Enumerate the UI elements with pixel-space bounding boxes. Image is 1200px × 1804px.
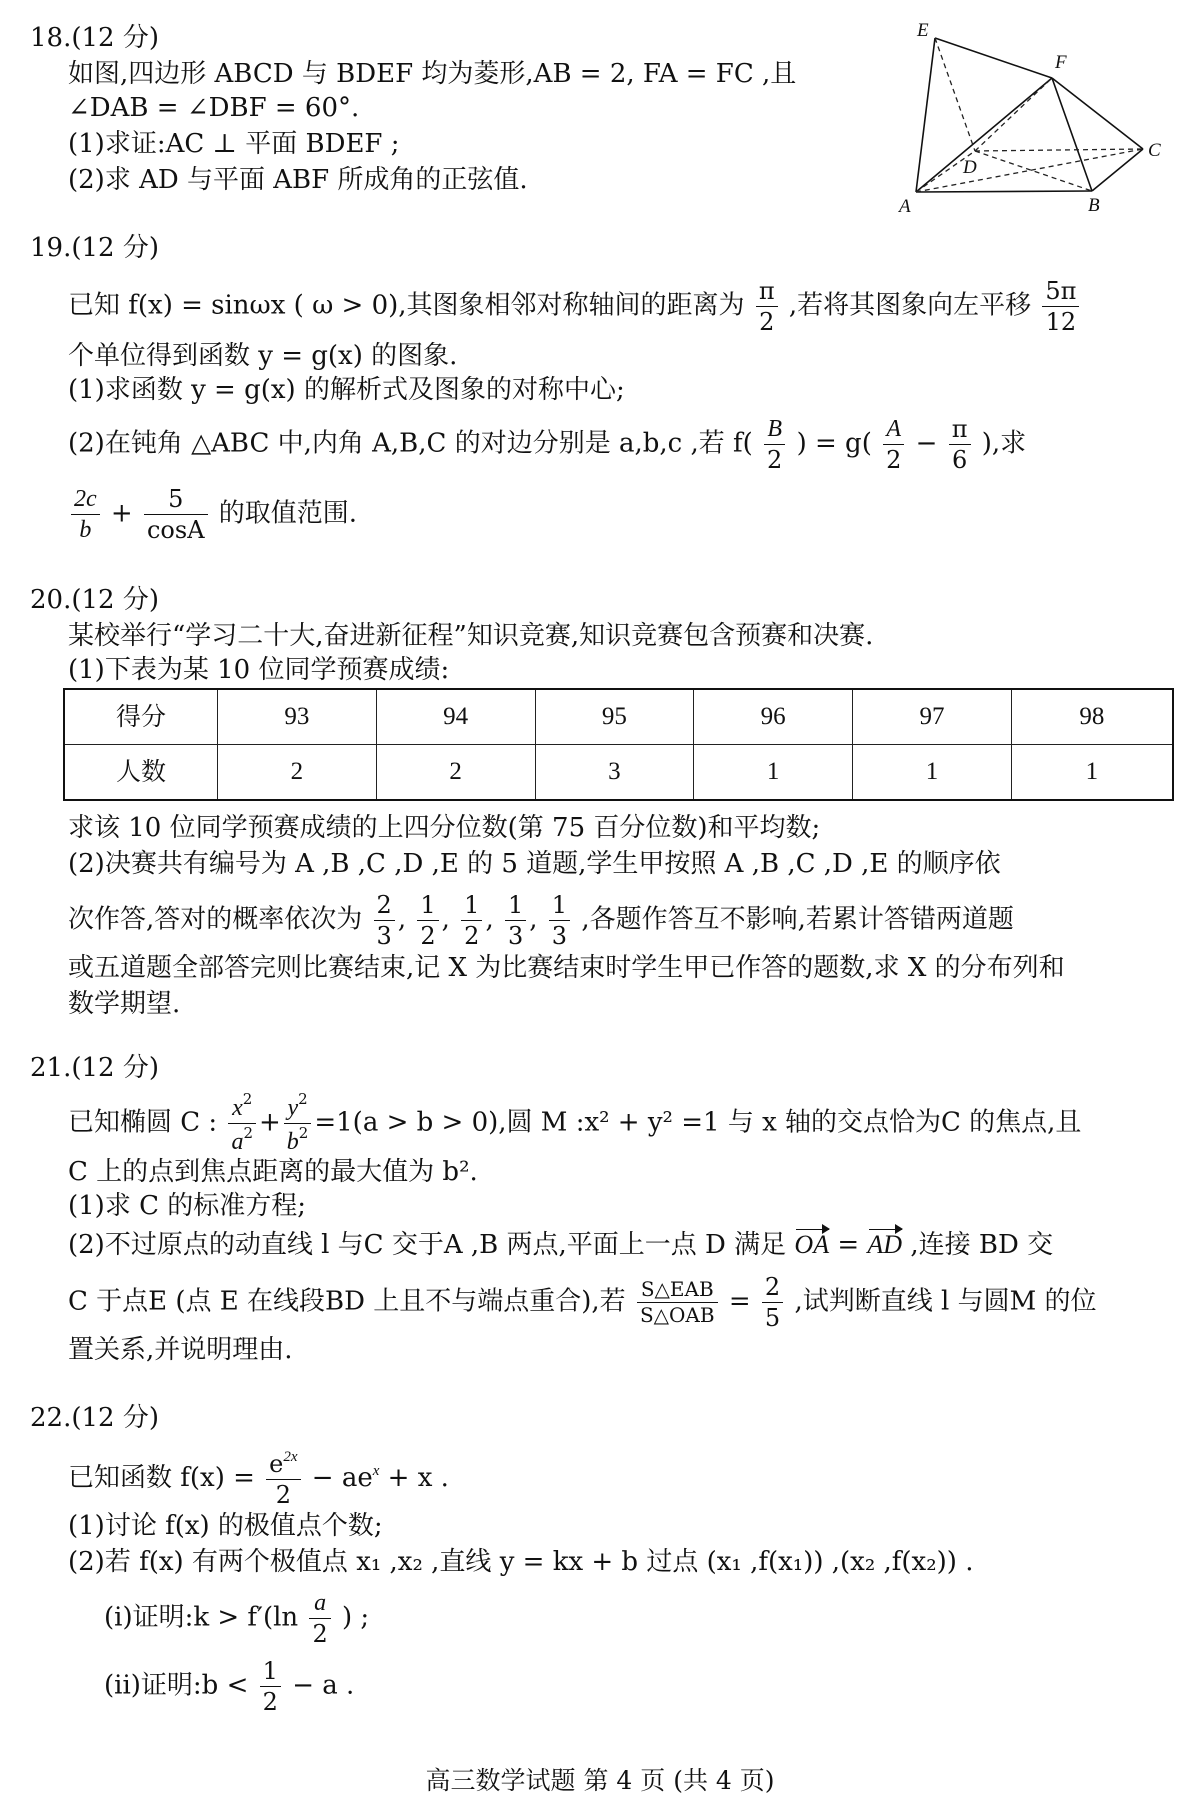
q20-line2: (1)下表为某 10 位同学预赛成绩: (68, 655, 450, 685)
q22-line5: (ii)证明:b < $\frac{1}{2}$ − a . (104, 1657, 355, 1716)
q19-line2: 个单位得到函数 y = g(x) 的图象. (68, 341, 458, 371)
page-footer: 高三数学试题 第 4 页 (共 4 页) (425, 1766, 775, 1795)
q18-line4: (2)求 AD 与平面 ABF 所成角的正弦值. (68, 165, 528, 195)
vector-AD: AD (867, 1228, 902, 1262)
q18-header: 18.(12 分) (30, 23, 159, 53)
q20-line3: 求该 10 位同学预赛成绩的上四分位数(第 75 百分位数)和平均数; (68, 813, 821, 843)
table-cell: 97 (853, 689, 1012, 745)
table-cell: 98 (1011, 689, 1173, 745)
q20-line4: (2)决赛共有编号为 A ,B ,C ,D ,E 的 5 道题,学生甲按照 A ,B ,C ,D ,E 的顺序依 (68, 849, 1001, 879)
prob-A: $\frac{2}{3}$ (374, 890, 395, 951)
table-cell: 94 (376, 689, 535, 745)
table-cell: 2 (218, 745, 377, 801)
ellipse-x-term: $\frac{x^2}{a^2}$ (228, 1090, 256, 1157)
prob-C: $\frac{1}{2}$ (461, 890, 482, 951)
table-cell: 96 (694, 689, 853, 745)
table-cell: 2 (376, 745, 535, 801)
label-A: A (899, 196, 911, 217)
q21-header: 21.(12 分) (30, 1053, 159, 1083)
fraction-a-over-2: $\frac{a}{2}$ (309, 1588, 330, 1649)
edge-FA (916, 78, 1052, 192)
fraction-A-over-2: $\frac{A}{2}$ (883, 414, 904, 475)
q20-line7: 数学期望. (68, 989, 181, 1019)
edge-DF (975, 78, 1052, 151)
edge-AC (916, 149, 1143, 192)
vector-OA: OA (794, 1228, 829, 1262)
q21-line5: C 于点E (点 E 在线段BD 上且不与端点重合),若 $\frac{\text{S△EAB}}{\text{S△OAB}}$ = $\frac{2}{5}$ ,试判断直线 l 与圆M 的位 (68, 1273, 1097, 1332)
q19-line1-text-b: ,若将其图象向左平移 (788, 290, 1032, 321)
edge-AB (916, 191, 1092, 192)
edge-DB (975, 151, 1092, 191)
table-header-score: 得分 (64, 689, 218, 745)
fraction-5pi-over-12: $\frac{5\pi}{12}$ (1042, 276, 1079, 337)
table-cell: 3 (535, 745, 694, 801)
edge-DC (975, 149, 1143, 151)
label-D: D (963, 157, 977, 178)
table-cell: 95 (535, 689, 694, 745)
q19-line1-text-a: 已知 f(x) = sinωx ( ω > 0),其图象相邻对称轴间的距离为 (68, 290, 745, 321)
label-E: E (917, 20, 929, 41)
q19-header: 19.(12 分) (30, 233, 159, 263)
q18-line1: 如图,四边形 ABCD 与 BDEF 均为菱形,AB = 2, FA = FC ,且 (68, 59, 797, 89)
q21-line2: C 上的点到焦点距离的最大值为 b². (68, 1157, 478, 1187)
q19-line1 (68, 276, 1082, 337)
q21-line6: 置关系,并说明理由. (68, 1335, 293, 1365)
fraction-pi-over-2: $\frac{\pi}{2}$ (756, 276, 778, 337)
q19-line3: (1)求函数 y = g(x) 的解析式及图象的对称中心; (68, 375, 625, 405)
label-F: F (1055, 52, 1067, 73)
q20-header: 20.(12 分) (30, 585, 159, 615)
q20-line5: 次作答,答对的概率依次为 $\frac{2}{3}$ , $\frac{1}{2}$ , $\frac{1}{2}$ , $\frac{1}{3}$ , $\frac{1}{3}$ ,各题作答互不影响,若累计答错两道题 (68, 891, 1014, 950)
q19-line4-text-a: (2)在钝角 △ABC 中,内角 A,B,C 的对边分别是 a,b,c ,若 f( (68, 428, 753, 459)
q19-line5: $\frac{2c}{b}$ + $\frac{5}{\cos A}$ 的取值范围. (68, 484, 357, 545)
label-B: B (1088, 195, 1100, 216)
fraction-2-over-5: $\frac{2}{5}$ (762, 1272, 783, 1333)
table-row (64, 689, 1173, 745)
edge-EF (935, 38, 1052, 78)
table-cell: 1 (1011, 745, 1173, 801)
q18-line2: ∠DAB = ∠DBF = 60°. (68, 93, 360, 123)
ellipse-y-term: $\frac{y^2}{b^2}$ (284, 1090, 312, 1157)
q21-line1: 已知椭圆 C : $\frac{x^2}{a^2}$ + $\frac{y^2}{b^2}$ =1(a > b > 0),圆 M :x² + y² =1 与 x 轴的交点恰为C 的焦点,且 (68, 1090, 1082, 1155)
q19-line4: (2)在钝角 △ABC 中,内角 A,B,C 的对边分别是 a,b,c ,若 f( $\frac{B}{2}$ ) = g( $\frac{A}{2}$ − $\frac{\pi}{6}$ ),求 (68, 415, 1027, 474)
q20-line1: 某校举行“学习二十大,奋进新征程”知识竞赛,知识竞赛包含预赛和决赛. (68, 621, 874, 651)
q20-line6: 或五道题全部答完则比赛结束,记 X 为比赛结束时学生甲已作答的题数,求 X 的分布列和 (68, 953, 1065, 983)
fraction-2c-over-b: $\frac{2c}{b}$ (71, 484, 100, 545)
prob-E: $\frac{1}{3}$ (549, 890, 570, 951)
table-cell: 1 (853, 745, 1012, 801)
edge-FC (1052, 78, 1143, 149)
table-row (64, 745, 1173, 801)
edge-BC (1092, 149, 1143, 191)
edge-ED (935, 38, 975, 151)
q21-line3: (1)求 C 的标准方程; (68, 1191, 307, 1221)
fraction-1-over-2: $\frac{1}{2}$ (260, 1656, 281, 1717)
fraction-B-over-2: $\frac{B}{2}$ (764, 414, 785, 475)
edge-EA (916, 38, 935, 192)
q22-header: 22.(12 分) (30, 1403, 159, 1433)
fraction-area-ratio: $\frac{\text{S△EAB}}{\text{S△OAB}}$ (637, 1277, 718, 1328)
q22-line4: (i)证明:k > f′(ln $\frac{a}{2}$ ) ; (104, 1590, 370, 1648)
table-header-count: 人数 (64, 745, 218, 801)
label-C: C (1148, 140, 1161, 161)
table-cell: 1 (694, 745, 853, 801)
fraction-pi-over-6: $\frac{\pi}{6}$ (949, 414, 971, 475)
q21-line4: (2)不过原点的动直线 l 与C 交于A ,B 两点,平面上一点 D 满足 OA = AD ,连接 BD 交 (68, 1230, 1054, 1260)
q22-line3: (2)若 f(x) 有两个极值点 x₁ ,x₂ ,直线 y = kx + b 过点 (x₁ ,f(x₁)) ,(x₂ ,f(x₂)) . (68, 1547, 974, 1577)
q18-geometry-figure (895, 20, 1175, 220)
fraction-5-over-cosA: $\frac{5}{\cos A}$ (144, 484, 208, 545)
q18-line3: (1)求证:AC ⊥ 平面 BDEF ; (68, 129, 400, 159)
scores-table (63, 688, 1174, 801)
prob-B: $\frac{1}{2}$ (417, 890, 438, 951)
fraction-e2x-over-2: $\frac{e^{2x}}{2}$ (266, 1448, 300, 1510)
q22-line1: 已知函数 f(x) = $\frac{e^{2x}}{2}$ − $ae^x + x$ . (68, 1449, 449, 1509)
edge-FB (1052, 78, 1092, 191)
table-cell: 93 (218, 689, 377, 745)
q22-line2: (1)讨论 f(x) 的极值点个数; (68, 1511, 383, 1541)
prob-D: $\frac{1}{3}$ (505, 890, 526, 951)
